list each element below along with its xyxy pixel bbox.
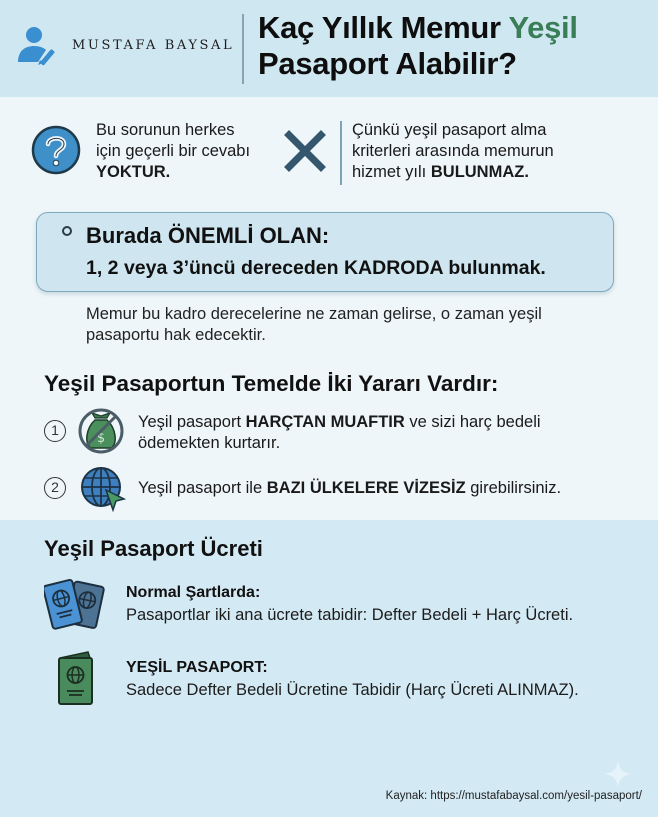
header-divider (242, 14, 244, 84)
benefit-2-text (138, 478, 618, 499)
bullet-circle-icon (62, 226, 72, 236)
page-title (258, 10, 578, 82)
title-line2: Pasaport Alabilir? (258, 46, 517, 81)
number-badge-2: 2 (44, 477, 66, 499)
svg-text:$: $ (96, 431, 106, 446)
intro-left-text (96, 120, 276, 183)
note-line2: pasaportu hak edecektir. (86, 326, 266, 344)
fees-title: Yeşil Pasaport Ücreti (44, 536, 263, 561)
benefit-1-suffix: ve sizi harç bedeli (404, 413, 541, 431)
source-link[interactable]: Kaynak: https://mustafabaysal.com/yesil-pasaport/ (385, 790, 642, 802)
benefits-title: Yeşil Pasaportun Temelde İki Yararı Vardır: (44, 371, 499, 396)
fee-normal-label: Normal Şartlarda: (126, 584, 261, 601)
fee-normal-desc: Pasaportlar iki ana ücrete tabidir: Defter Bedeli + Harç Ücreti. (126, 606, 574, 624)
intro-right-text (352, 120, 632, 183)
intro-left-line1: Bu sorunun herkes (96, 121, 235, 139)
intro-right-line1: Çünkü yeşil pasaport alma (352, 121, 547, 139)
benefit-1-line2: ödemekten kurtarır. (138, 434, 281, 452)
user-edit-icon (16, 22, 60, 66)
fee-green-desc: Sadece Defter Bedeli Ücretine Tabidir (Harç Ücreti ALINMAZ). (126, 681, 579, 699)
fee-green-label: YEŞİL PASAPORT: (126, 659, 268, 676)
benefit-1-bold: HARÇTAN MUAFTIR (245, 413, 405, 431)
globe-cursor-icon (80, 466, 126, 512)
benefit-2-prefix: Yeşil pasaport ile (138, 479, 267, 497)
important-subtitle: 1, 2 veya 3’üncü dereceden KADRODA bulunmak. (86, 257, 546, 279)
title-highlight: Yeşil (508, 10, 578, 45)
intro-right-line3-prefix: hizmet yılı (352, 163, 431, 181)
sparkle-icon (604, 760, 632, 788)
question-circle-icon (30, 124, 82, 176)
important-note (86, 304, 626, 346)
title-prefix: Kaç Yıllık Memur (258, 10, 509, 45)
benefit-2-suffix: girebilirsiniz. (465, 479, 562, 497)
important-title: Burada ÖNEMLİ OLAN: (86, 223, 330, 248)
intro-left-bold: YOKTUR. (96, 163, 171, 181)
green-passport-icon (56, 650, 98, 706)
intro-divider (340, 121, 342, 185)
header (0, 0, 658, 97)
benefit-2-bold: BAZI ÜLKELERE VİZESİZ (266, 479, 466, 497)
intro-right-bold: BULUNMAZ. (430, 163, 529, 181)
benefit-1-prefix: Yeşil pasaport (138, 413, 246, 431)
brand-name: MUSTAFA BAYSAL (72, 38, 235, 53)
note-line1: Memur bu kadro derecelerine ne zaman gelirse, o zaman yeşil (86, 305, 542, 323)
no-money-bag-icon (78, 408, 124, 454)
x-mark-icon (284, 130, 326, 172)
benefit-1-text (138, 412, 618, 454)
blue-passports-icon (44, 576, 106, 636)
intro-right-line3 (352, 162, 632, 183)
number-badge-1: 1 (44, 420, 66, 442)
intro-left-line2: için geçerli bir cevabı (96, 142, 251, 160)
fees-section (0, 520, 658, 817)
intro-right-line2: kriterleri arasında memurun (352, 142, 554, 160)
